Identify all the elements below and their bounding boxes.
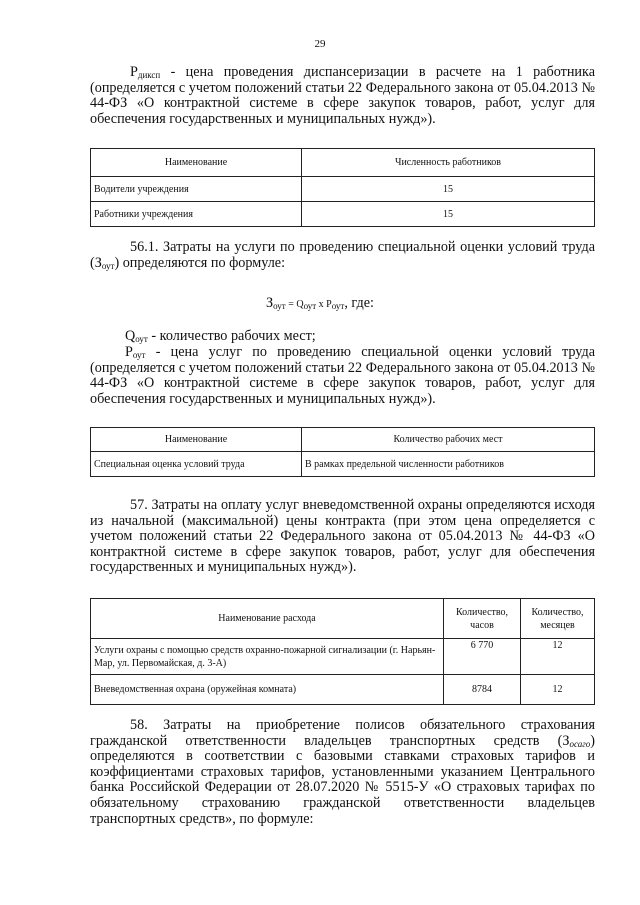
- p-disp-text: - цена проведения диспансеризации в расчете на 1 работника (определяется с учетом положений статьи 22 Федерального закона от 05.04.2013 № 44-ФЗ «О контрактной системе в сфере закупок товаров, работ, услуг для обеспечения государственных и муниципальных нужд»).: [90, 64, 595, 127]
- table-header: Наименование: [91, 428, 302, 452]
- table-header-row: [91, 599, 595, 639]
- table-header-row: [91, 428, 595, 452]
- table-cell: Водители учреждения: [91, 177, 302, 202]
- formula-oyt: $З_{оут} = Q_{оут}$ х $Р_{оут}$, где:: [266, 295, 374, 311]
- table-security: [90, 598, 595, 705]
- table-header: Количество, месяцев: [521, 599, 595, 639]
- section-56-1: 56.1. Затраты на услуги по проведению специальной оценки условий труда $(З_{оут})$ определяются по формуле:: [90, 239, 595, 271]
- var-p-disp: $Р_{диксп}$: [130, 64, 161, 80]
- definition-q-oyt: $Q_{оут}$ - количество рабочих мест;: [125, 328, 316, 344]
- table-row: [91, 639, 595, 675]
- table-cell: Вневедомственная охрана (оружейная комната): [91, 675, 444, 705]
- table-cell: Специальная оценка условий труда: [91, 452, 302, 477]
- table-cell: 15: [302, 202, 595, 227]
- table-row: [91, 177, 595, 202]
- table-cell: 6 770: [444, 639, 521, 675]
- table-cell: Работники учреждения: [91, 202, 302, 227]
- table-cell: 15: [302, 177, 595, 202]
- table-cell: 12: [521, 639, 595, 675]
- table-header: Количество, часов: [444, 599, 521, 639]
- table-employees: [90, 148, 595, 227]
- table-cell: В рамках предельной численности работников: [302, 452, 595, 477]
- table-cell: Услуги охраны с помощью средств охранно-пожарной сигнализации (г. Нарьян-Мар, ул. Первомайская, д. 3-А): [91, 639, 444, 675]
- section-58: 58. Затраты на приобретение полисов обязательного страхования гражданской ответственности владельцев транспортных средств $(З_{осаго})$ определяются в соответствии с базовыми ставками страховых тарифов и коэффициентами страховых тарифов, установленными указанием Центрального банка Российской Федерации от 28.07.2020 № 5515-У «О страховых тарифах по обязательному страхованию гражданской ответственности владельцев транспортных средств», по формуле:: [90, 717, 595, 827]
- table-header: Наименование расхода: [91, 599, 444, 639]
- table-row: [91, 675, 595, 705]
- table-header: Количество рабочих мест: [302, 428, 595, 452]
- table-cell: 12: [521, 675, 595, 705]
- table-row: [91, 202, 595, 227]
- table-row: [91, 452, 595, 477]
- paragraph-p-disp: [90, 65, 595, 127]
- section-57: 57. Затраты на оплату услуг вневедомственной охраны определяются исходя из начальной (максимальной) цены контракта (при этом цена определяется с учетом положений статьи 22 Федерального закона от 05.04.2013 № 44-ФЗ «О контрактной системе в сфере закупок товаров, работ, услуг для обеспечения государственных и муниципальных нужд»).: [90, 497, 595, 576]
- definition-p-oyt: $Р_{оут}$ - цена услуг по проведению специальной оценки условий труда (определяется с учетом положений статьи 22 Федерального закона от 05.04.2013 № 44-ФЗ «О контрактной системе в сфере закупок товаров, работ, услуг для обеспечения государственных и муниципальных нужд»).: [90, 344, 595, 407]
- table-header: Наименование: [91, 149, 302, 177]
- page-number: 29: [314, 38, 326, 50]
- table-header-row: [91, 149, 595, 177]
- table-cell: 8784: [444, 675, 521, 705]
- table-workplaces: [90, 427, 595, 477]
- table-header: Численность работников: [302, 149, 595, 177]
